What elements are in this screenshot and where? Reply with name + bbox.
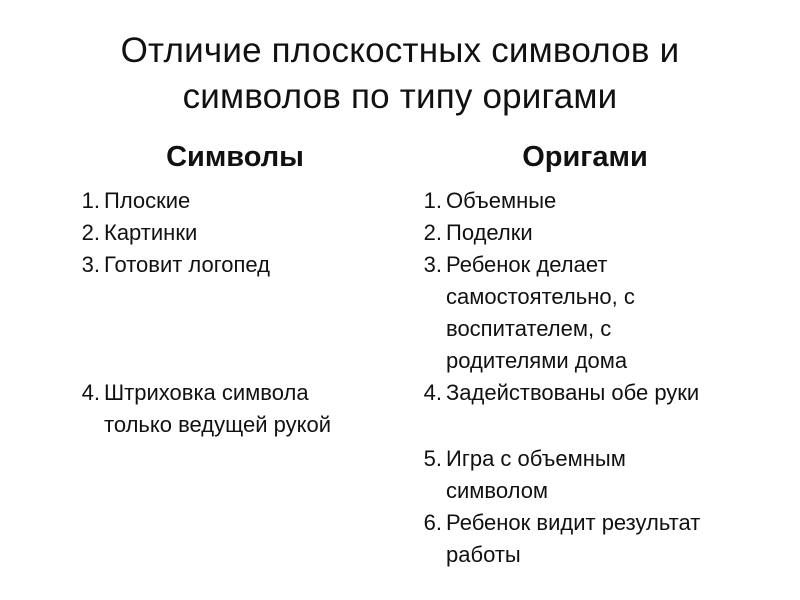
list-text	[446, 249, 635, 377]
slide-title-line: Отличие плоскостных символов и	[120, 31, 680, 70]
list-text	[446, 217, 533, 249]
list-text	[104, 185, 190, 217]
list-number: 6.	[423, 510, 442, 535]
slide-title-line: символов по типу оригами	[182, 77, 618, 116]
slide-title	[0, 28, 800, 120]
list-number: 1.	[423, 188, 442, 213]
list-text	[446, 507, 700, 571]
list-text-line: работы	[446, 542, 521, 567]
list-text	[446, 185, 556, 217]
list-text-line: Ребенок делает	[446, 252, 608, 277]
list-text-line: Поделки	[446, 220, 533, 245]
list-number: 2.	[81, 220, 100, 245]
list-number: 3.	[423, 252, 442, 277]
list-text	[104, 217, 197, 249]
list-number: 3.	[81, 252, 100, 277]
list-text-line: Плоские	[104, 188, 191, 213]
list-text-line: воспитателем, с	[446, 316, 612, 341]
list-number: 2.	[423, 220, 442, 245]
list-text-line: Объемные	[446, 188, 557, 213]
list-text-line: символом	[446, 478, 549, 503]
list-text	[446, 377, 699, 409]
list-text-line: Готовит логопед	[104, 252, 271, 277]
list-number: 5.	[423, 446, 442, 471]
list-text-line: Ребенок видит результат	[446, 510, 701, 535]
list-text-line: только ведущей рукой	[104, 412, 332, 437]
list-text-line: Штриховка символа	[104, 380, 309, 405]
list-text	[104, 377, 331, 441]
list-text	[446, 443, 626, 507]
list-text-line: Картинки	[104, 220, 198, 245]
list-text-line: Игра с объемным	[446, 446, 626, 471]
list-number: 1.	[81, 188, 100, 213]
list-text-line: Задействованы обе руки	[446, 380, 700, 405]
list-number: 4.	[81, 380, 100, 405]
list-text	[104, 249, 270, 281]
list-text-line: родителями дома	[446, 348, 628, 373]
list-number: 4.	[423, 380, 442, 405]
list-text-line: самостоятельно, с	[446, 284, 635, 309]
column-heading-origami: Оригами	[522, 141, 648, 173]
column-heading-symbols: Символы	[166, 141, 304, 173]
